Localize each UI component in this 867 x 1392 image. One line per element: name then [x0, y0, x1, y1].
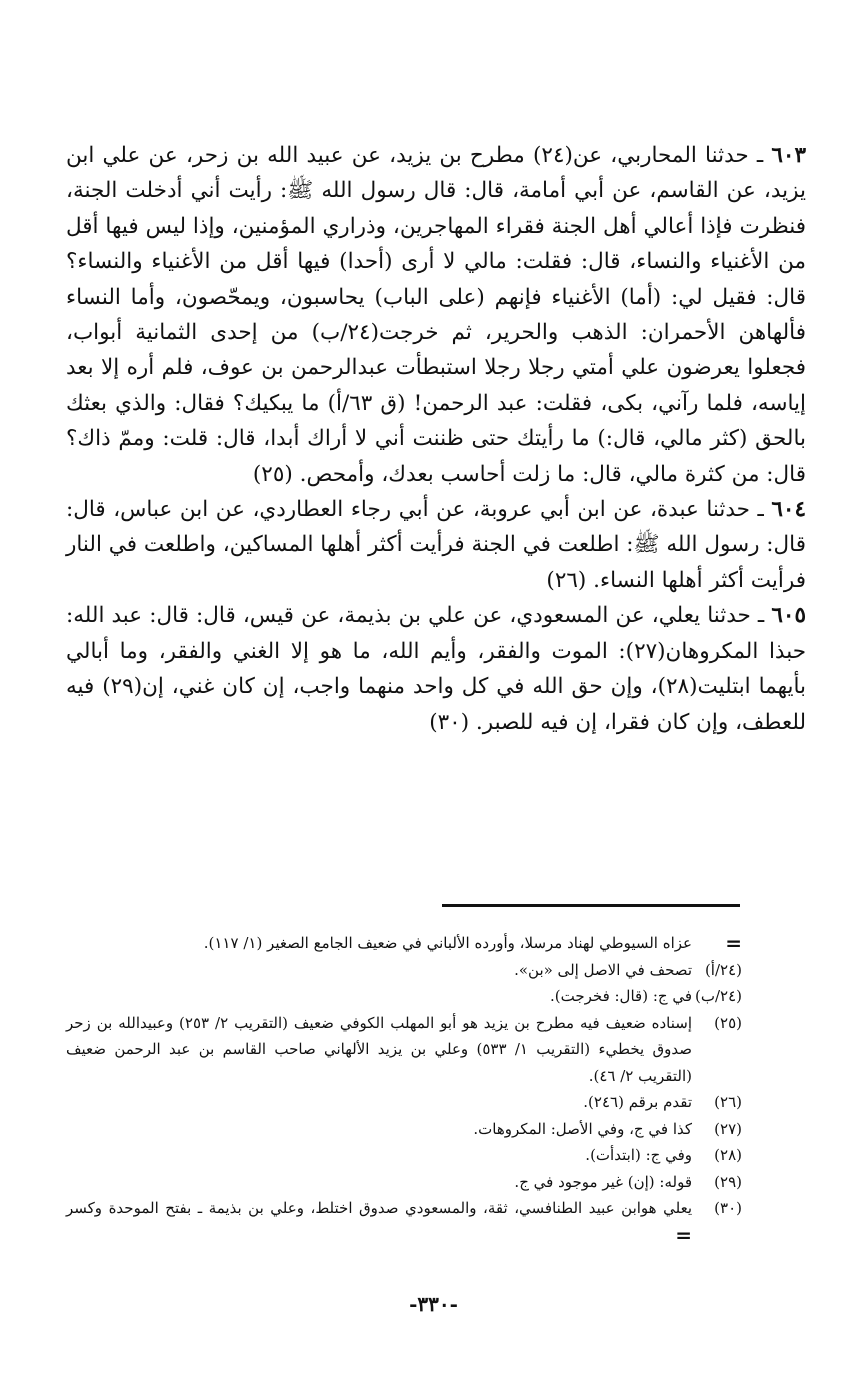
- footnote-separator: [442, 904, 740, 907]
- footnote-mark: (٢٤/أ): [704, 960, 742, 979]
- footnote-26: [66, 1089, 742, 1116]
- footnote-text: عزاه السيوطي لهناد مرسلا، وأورده الألباني في ضعيف الجامع الصغير (١/ ١١٧).: [203, 934, 692, 952]
- hadith-number: ٦٠٣: [771, 143, 806, 168]
- footnote-text: تقدم برقم (٢٤٦).: [583, 1093, 692, 1111]
- footnote-29: [66, 1169, 742, 1196]
- footnotes: [66, 930, 742, 1250]
- footnote-text: إسناده ضعيف فيه مطرح بن يزيد هو أبو المهلب الكوفي ضعيف (التقريب ٢/ ٢٥٣) وعبيدالله بن زحر صدوق يخطيء (التقريب ١/ ٥٣٣) وعلي بن يزيد الألهاني صاحب القاسم بن عبد الرحمن ضعيف (التقريب ٢/ ٤٦).: [66, 1013, 692, 1085]
- footnote-continued: [66, 930, 742, 957]
- footnote-28: [66, 1142, 742, 1169]
- hadith-605: [66, 598, 806, 740]
- main-text: [66, 138, 806, 740]
- footnote-mark: (٢٥): [714, 1013, 742, 1032]
- footnote-30: [66, 1195, 742, 1250]
- footnote-text: كذا في ج، وفي الأصل: المكروهات.: [473, 1119, 692, 1138]
- footnote-mark: (٢٨): [714, 1146, 742, 1164]
- hadith-text: ـ حدثنا يعلي، عن المسعودي، عن علي بن بذيمة، عن قيس، قال: قال: عبد الله: حبذا المكروهان(٢٧): الموت والفقر، وأيم الله، ما هو إلا الغني والفقر، وما أبالي بأيهما ابتليت(٢٨)، وإن حق الله في كل واحد منهما واجب، إن كان غني، إن(٢٩) فيه للعطف، وإن كان فقرا، إن فيه للصبر. (٣٠): [66, 603, 806, 735]
- hadith-text: ـ حدثنا عبدة، عن ابن أبي عروبة، عن أبي رجاء العطاردي، عن ابن عباس، قال: قال: رسول الله ﷺ: اطلعت في الجنة فرأيت أكثر أهلها المساكين، واطلعت في النار فرأيت أكثر أهلها النساء. (٢٦): [66, 497, 806, 593]
- continuation-mark: =: [675, 1222, 692, 1247]
- footnote-24b: [66, 983, 742, 1010]
- footnote-mark: (٢٩): [714, 1172, 742, 1191]
- hadith-text: ـ حدثنا المحاربي، عن(٢٤) مطرح بن يزيد، عن عبيد الله بن زحر، عن علي ابن يزيد، عن القاسم، عن أبي أمامة، قال: قال رسول الله ﷺ: رأيت أني أدخلت الجنة، فنظرت فإذا أعالي أهل الجنة فقراء المهاجرين، وذراري المؤمنين، وإذا ليس فيها أقل من الأغنياء والنساء، قال: فقلت: مالي لا أرى (أحدا) فيها أقل من الأغنياء والنساء؟ قال: فقيل لي: (أما) الأغنياء فإنهم (على الباب) يحاسبون، ويمحّصون، وأما النساء فألهاهن الأحمران: الذهب والحرير، ثم خرجت(٢٤/ب) من إحدى الثمانية أبواب، فجعلوا يعرضون علي أمتي رجلا رجلا استبطأت عبدالرحمن بن عوف، فلم أره إلا بعد إياسه، فلما رآني، بكى، فقلت: عبد الرحمن! (ق ٦٣/أ) ما يبكيك؟ فقال: والذي بعثك بالحق (كثر مالي، قال:) ما رأيتك حتى ظننت أني لا أراك أبدا، قال: قلت: وممّ ذاك؟ قال: من كثرة مالي، قال: ما زلت أحاسب بعدك، وأمحص. (٢٥): [66, 143, 806, 487]
- footnote-24a: [66, 957, 742, 984]
- footnote-25: [66, 1010, 742, 1090]
- footnote-mark: (٢٦): [714, 1093, 742, 1111]
- footnote-text: [66, 1195, 692, 1250]
- hadith-604: [66, 492, 806, 598]
- footnote-mark: =: [725, 931, 742, 955]
- footnote-text: تصحف في الاصل إلى «بن».: [514, 960, 692, 979]
- footnote-mark: (٢٤/ب): [694, 987, 742, 1005]
- hadith-number: ٦٠٥: [771, 603, 806, 629]
- footnote-text-body: يعلي هوابن عبيد الطنافسي، ثقة، والمسعودي صدوق اختلط، وعلي بن بذيمة ـ بفتح الموحدة وكسر: [66, 1199, 692, 1217]
- footnote-mark: (٢٧): [714, 1119, 742, 1138]
- footnote-text: في ج: (قال: فخرجت).: [549, 987, 692, 1005]
- hadith-603: [66, 138, 806, 492]
- footnote-27: [66, 1116, 742, 1143]
- footnote-text: وفي ج: (ابتدأت).: [585, 1146, 692, 1164]
- footnote-mark: (٣٠): [714, 1199, 742, 1217]
- page-number: -٣٣٠-: [409, 1292, 458, 1316]
- footnote-text: قوله: (إن) غير موجود في ج.: [514, 1172, 692, 1191]
- hadith-number: ٦٠٤: [771, 497, 807, 523]
